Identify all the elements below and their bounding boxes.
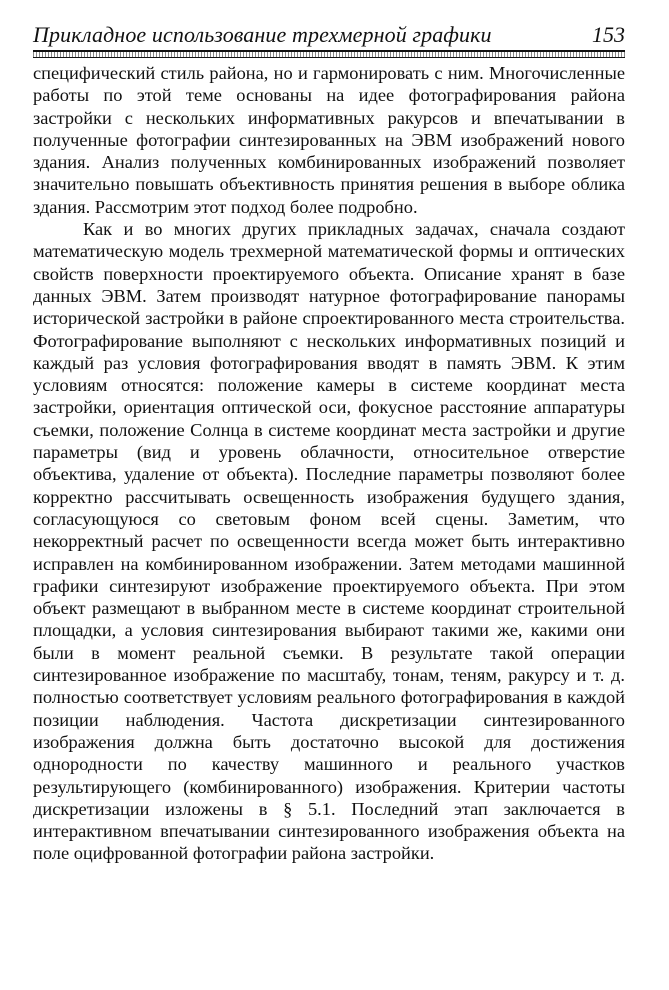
- header-rule: [33, 50, 625, 58]
- body-text: [33, 62, 625, 865]
- page-header: [33, 18, 625, 48]
- paragraph-main: Как и во многих других прикладных задачах, сначала создают математическую модель трехмерной математической формы и оптических свойств поверхности проектируемого объекта. Описание хранят в базе данных ЭВМ. Затем производят натурное фотографирование панорамы исторической застройки в районе спроектированного места строительства. Фотографирование выполняют с нескольких информативных позиций и каждый раз условия фотографирования вводят в память ЭВМ. К этим условиям относятся: положение камеры в системе координат места застройки, ориентация оптической оси, фокусное расстояние аппаратуры съемки, положение Солнца в системе координат места застройки и другие параметры (вид и уровень облачности, относительное отверстие объектива, удаление от объекта). Последние параметры позволяют более корректно рассчитывать освещенность изображения будущего здания, согласующуюся со световым фоном всей сцены. Заметим, что некорректный расчет по освещенности всегда может быть интерактивно исправлен на комбинированном изображении. Затем методами машинной графики синтезируют изображение проектируемого объекта. При этом объект размещают в выбранном месте в системе координат строительной площадки, а условия синтезирования выбирают такими же, какими они были в момент реальной съемки. В результате такой операции синтезированное изображение по масштабу, тонам, теням, ракурсу и т. д. полностью соответствует условиям реального фотографирования в каждой позиции наблюдения. Частота дискретизации синтезированного изображения должна быть достаточно высокой для достижения однородности по качеству машинного и реального участков результирующего (комбинированного) изображения. Критерии частоты дискретизации изложены в § 5.1. Последний этап заключается в интерактивном впечатывании синтезированного изображения объекта на поле оцифрованной фотографии района застройки.: [33, 219, 625, 864]
- page-number: 153: [592, 22, 625, 47]
- running-title: Прикладное использование трехмерной графики: [33, 22, 492, 47]
- paragraph-continuation: специфический стиль района, но и гармонировать с ним. Многочисленные работы по этой теме основаны на идее фотографирования района застройки с нескольких информативных ракурсов и впечатывании в полученные фотографии синтезированных на ЭВМ изображений нового здания. Анализ полученных комбинированных изображений позволяет значительно повышать объективность принятия решения в выборе облика здания. Рассмотрим этот подход более подробно.: [33, 63, 625, 217]
